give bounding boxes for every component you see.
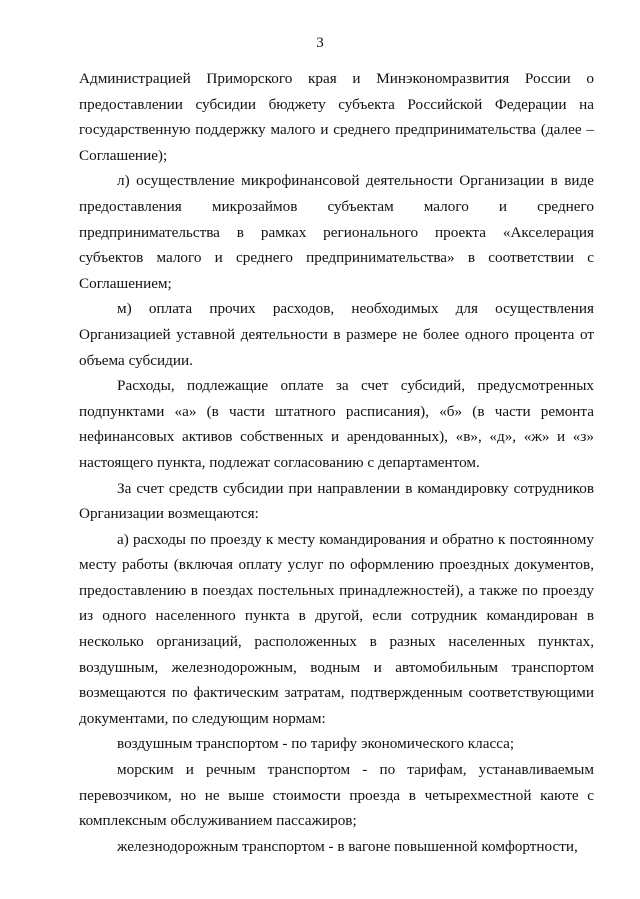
paragraph-expenses-approval: Расходы, подлежащие оплате за счет субсидий, предусмотренных подпунктами «а» (в части штатного расписания), «б» (в части ремонта нефинансовых активов собственных и арендованных), «в», «д», «ж» и «з» настоящего пункта, подлежат согласованию с департаментом. [79,377,594,471]
paragraph-rail-transport: железнодорожным транспортом - в вагоне повышенной комфортности, [117,837,578,855]
paragraph-item-m: м) оплата прочих расходов, необходимых для осуществления Организацией уставной деятельности в размере не более одного процента от объема субсидии. [79,300,594,369]
paragraph-item-a-travel: а) расходы по проезду к месту командирования и обратно к постоянному месту работы (включая оплату услуг по оформлению проездных документов, предоставлению в поездах постельных принадлежностей), а также по проезду из одного населенного пункта в другой, если сотрудник командирован в несколько организаций, расположенных в разных населенных пунктах, воздушным, железнодорожным, водным и автомобильным транспортом возмещаются по фактическим затратам, подтвержденным соответствующими документами, по следующим нормам: [79,530,594,727]
paragraph-air-transport: воздушным транспортом - по тарифу экономического класса; [117,735,515,753]
paragraph-agreement-continuation: Администрацией Приморского края и Минэкономразвития России о предоставлении субсидии бюджету субъекта Российской Федерации на государственную поддержку малого и среднего предпринимательства (далее – Соглашение); [79,70,594,164]
paragraph-business-trip-intro: За счет средств субсидии при направлении в командировку сотрудников Организации возмещаются: [79,479,594,523]
page-number: 3 [316,35,324,51]
document-body [79,66,594,859]
paragraph-item-l: л) осуществление микрофинансовой деятельности Организации в виде предоставления микрозаймов субъектам малого и среднего предпринимательства в рамках регионального проекта «Акселерация субъектов малого и среднего предпринимательства» в соответствии с Соглашением; [79,172,594,292]
paragraph-sea-river-transport: морским и речным транспортом - по тарифам, устанавливаемым перевозчиком, но не выше стоимости проезда в четырехместной каюте с комплексным обслуживанием пассажиров; [79,761,594,830]
